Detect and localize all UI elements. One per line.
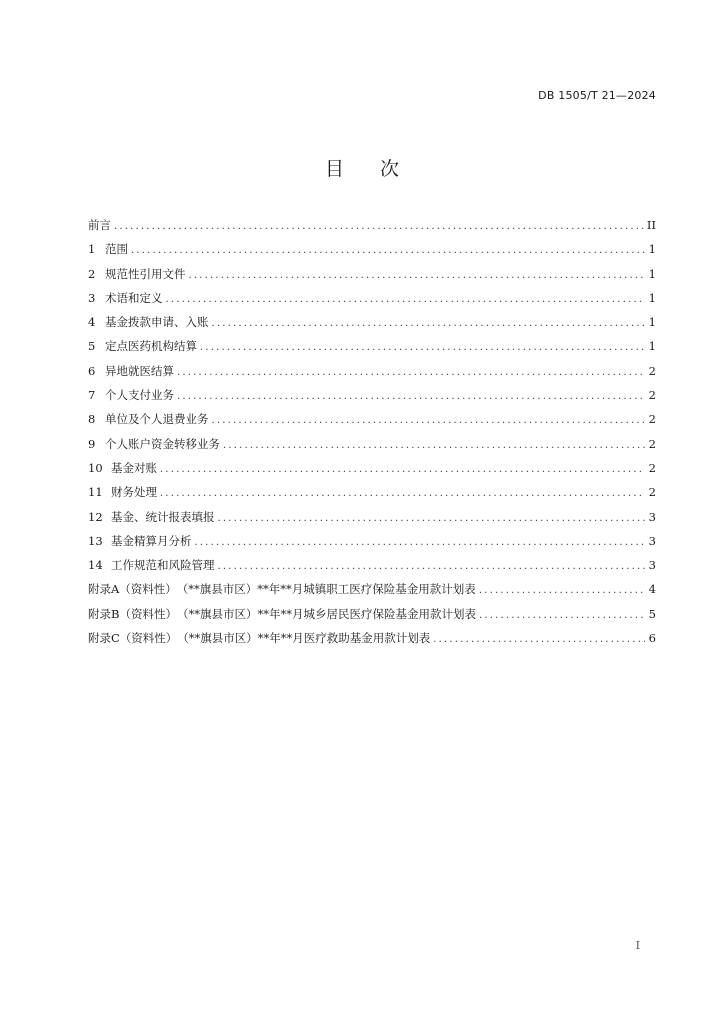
toc-entry-number: 1 — [88, 242, 96, 257]
toc-entry-number: 4 — [88, 315, 96, 330]
toc-entry-page: 4 — [648, 582, 656, 597]
toc-entry-label: 异地就医结算 — [105, 363, 174, 378]
toc-entry-label: 个人支付业务 — [105, 388, 174, 403]
toc-entry-page: 1 — [648, 266, 656, 281]
toc-entry-page: 2 — [648, 363, 656, 378]
toc-entry-page: 3 — [648, 533, 656, 548]
toc-entry-12[interactable] — [88, 509, 656, 533]
toc-entry-3[interactable] — [88, 290, 656, 314]
toc-entry-page: II — [646, 218, 656, 232]
toc-entry-number: 2 — [88, 266, 96, 281]
toc-entry-number: 6 — [88, 363, 96, 378]
toc-dot-leader — [114, 221, 644, 232]
toc-dot-leader — [160, 488, 645, 499]
document-code: DB 1505/T 21—2024 — [538, 89, 656, 102]
toc-entry-number: 3 — [88, 290, 96, 305]
toc-entry-page: 2 — [648, 388, 656, 403]
toc-dot-leader — [177, 391, 645, 402]
toc-dot-leader — [479, 610, 645, 621]
toc-entry-11[interactable] — [88, 484, 656, 508]
toc-entry-label: 基金、统计报表填报 — [111, 509, 215, 524]
toc-entry-label: 前言 — [88, 218, 111, 232]
toc-entry-appendix-c[interactable] — [88, 630, 656, 654]
toc-entry-8[interactable] — [88, 411, 656, 435]
toc-entry-label: 定点医药机构结算 — [105, 339, 197, 354]
toc-entry-6[interactable] — [88, 363, 656, 387]
toc-entry-4[interactable] — [88, 314, 656, 338]
toc-entry-13[interactable] — [88, 533, 656, 557]
toc-entry-label: 基金拨款申请、入账 — [105, 315, 209, 330]
toc-entry-page: 1 — [648, 315, 656, 330]
toc-entry-appendix-a[interactable] — [88, 581, 656, 605]
toc-entry-number: 9 — [88, 436, 96, 451]
toc-dot-leader — [189, 270, 646, 281]
toc-entry-page: 5 — [648, 606, 656, 621]
toc-entry-label: 范围 — [105, 242, 128, 257]
toc-dot-leader — [223, 440, 645, 451]
toc-entry-number: 11 — [88, 485, 103, 500]
toc-entry-page: 2 — [648, 460, 656, 475]
toc-entry-10[interactable] — [88, 460, 656, 484]
toc-dot-leader — [218, 561, 646, 572]
toc-entry-page: 1 — [648, 242, 656, 257]
toc-dot-leader — [212, 415, 646, 426]
toc-entry-number: 8 — [88, 412, 96, 427]
page-title: 目次 — [324, 158, 435, 180]
toc-dot-leader — [218, 513, 646, 524]
toc-entry-label: 工作规范和风险管理 — [111, 558, 215, 573]
toc-dot-leader — [479, 585, 645, 596]
toc-entry-number: 5 — [88, 339, 96, 354]
table-of-contents — [88, 217, 656, 654]
toc-dot-leader — [212, 318, 646, 329]
toc-entry-label: 单位及个人退费业务 — [105, 412, 209, 427]
toc-entry-page: 3 — [648, 558, 656, 573]
toc-entry-page: 6 — [648, 631, 656, 646]
toc-entry-label: 附录A（资料性） （**旗县市区）**年**月城镇职工医疗保险基金用款计划表 — [88, 582, 476, 597]
toc-dot-leader — [200, 342, 645, 353]
toc-dot-leader — [195, 537, 646, 548]
toc-entry-label: 附录B（资料性） （**旗县市区）**年**月城乡居民医疗保险基金用款计划表 — [88, 606, 476, 621]
toc-entry-page: 1 — [648, 290, 656, 305]
toc-entry-1[interactable] — [88, 241, 656, 265]
toc-entry-number: 7 — [88, 388, 96, 403]
toc-entry-label: 基金精算月分析 — [111, 533, 192, 548]
toc-entry-page: 2 — [648, 412, 656, 427]
toc-dot-leader — [166, 294, 646, 305]
toc-entry-2[interactable] — [88, 266, 656, 290]
toc-dot-leader — [131, 245, 645, 256]
toc-entry-label: 个人账户资金转移业务 — [105, 436, 220, 451]
toc-entry-5[interactable] — [88, 338, 656, 362]
toc-entry-page: 2 — [648, 485, 656, 500]
toc-entry-label: 术语和定义 — [105, 290, 163, 305]
toc-entry-14[interactable] — [88, 557, 656, 581]
toc-dot-leader — [160, 464, 645, 475]
toc-entry-number: 14 — [88, 558, 103, 573]
toc-entry-appendix-b[interactable] — [88, 606, 656, 630]
toc-dot-leader — [177, 367, 645, 378]
toc-entry-9[interactable] — [88, 436, 656, 460]
toc-entry-page: 1 — [648, 339, 656, 354]
toc-entry-number: 10 — [88, 460, 103, 475]
toc-entry-7[interactable] — [88, 387, 656, 411]
toc-entry-page: 3 — [648, 509, 656, 524]
toc-entry-label: 基金对账 — [111, 460, 157, 475]
toc-entry-number: 13 — [88, 533, 103, 548]
toc-entry-number: 12 — [88, 509, 103, 524]
toc-dot-leader — [433, 634, 645, 645]
toc-entry-label: 财务处理 — [111, 485, 157, 500]
toc-entry-label: 规范性引用文件 — [105, 266, 186, 281]
toc-entry-foreword[interactable] — [88, 217, 656, 241]
toc-entry-page: 2 — [648, 436, 656, 451]
toc-entry-label: 附录C（资料性） （**旗县市区）**年**月医疗救助基金用款计划表 — [88, 631, 431, 646]
page-number: I — [635, 939, 640, 952]
